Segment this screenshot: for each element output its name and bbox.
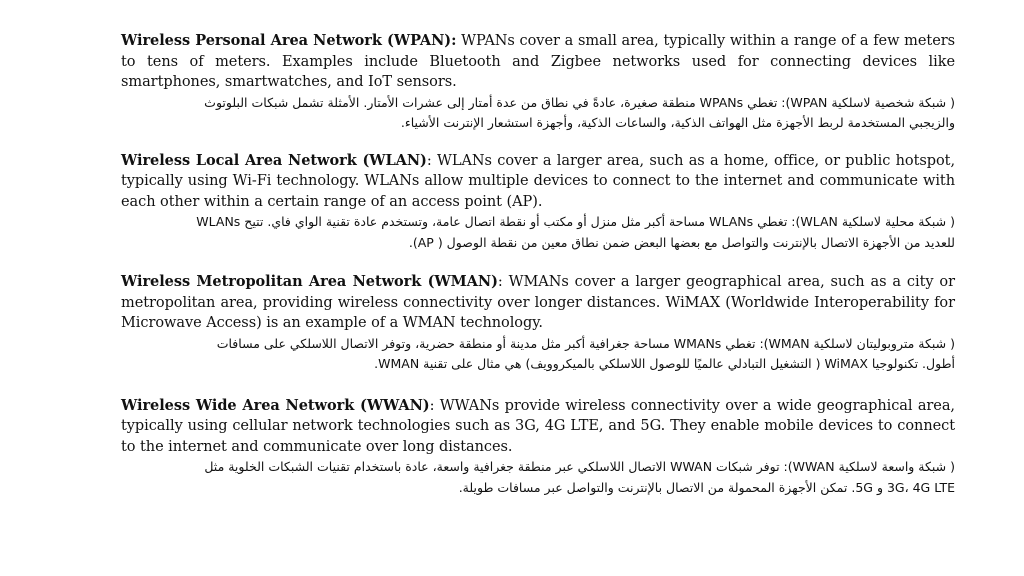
arabic-paragraph [121,457,955,498]
section-wpan [121,31,955,134]
arabic-line: ( شبكة واسعة لاسلكية WWAN): توفر شبكات WWAN الاتصال اللاسلكي عبر منطقة جغرافية واسعة، عادة باستخدام تقنيات الشبكات الخلوية مثل [204,459,955,474]
section-term: Wireless Wide Area Network (WWAN) [121,396,430,414]
english-paragraph [121,31,955,93]
section-wman [121,272,955,375]
arabic-line: ( شبكة محلية لاسلكية WLAN): تغطي WLANs مساحة أكبر مثل منزل أو مكتب أو نقطة اتصال عامة، وتستخدم عادة تقنية الواي فاي. تتيح WLANs [196,214,955,229]
arabic-line: والزيجبي المستخدمة لربط الأجهزة مثل الهواتف الذكية، والساعات الذكية، وأجهزة استشعار الإنترنت الأشياء. [400,115,955,130]
section-term: Wireless Personal Area Network (WPAN): [121,32,457,49]
arabic-line: ( شبكة شخصية لاسلكية WPAN): تغطي WPANs منطقة صغيرة، عادةً في نطاق من عدة أمتار إلى عشرات الأمتار. الأمثلة تشمل شبكات البلوتوث [204,94,955,110]
arabic-line: أطول. تكنولوجيا WiMAX ( التشغيل التبادلي عالميًا للوصول اللاسلكي بالميكروويف) هي مثال على تقنية WMAN. [374,356,955,371]
arabic-paragraph [121,334,955,375]
english-paragraph [121,272,955,334]
section-wwan [121,396,955,499]
english-paragraph [121,396,955,458]
section-term: Wireless Metropolitan Area Network (WMAN) [121,273,498,290]
arabic-line: 3G، 4G LTE و 5G. تمكن الأجهزة المحمولة من الاتصال بالإنترنت والتواصل عبر مسافات طويلة. [458,479,955,495]
section-description: : WMANs cover a larger geographical area, such as a city or metropolitan area, providing wireless connectivity over longer distances. WiMAX (Worldwide Interoperability for Microwave Access) is an example of a WMAN technology. [121,274,955,331]
section-description: WPANs cover a small area, typically within a range of a few meters to tens of meters. Examples include Bluetooth and Zigbee networks used for connecting devices like smartphones, smartwatches, and IoT sensors. [121,33,955,90]
arabic-paragraph [121,93,955,134]
section-description: : WWANs provide wireless connectivity over a wide geographical area, typically using cellular network technologies such as 3G, 4G LTE, and 5G. They enable mobile devices to connect to the internet and communicate over long distances. [121,397,955,455]
arabic-paragraph [121,212,955,253]
section-description: : WLANs cover a larger area, such as a home, office, or public hotspot, typically using Wi-Fi technology. WLANs allow multiple devices to connect to the internet and communicate with each other within a certain range of an access point (AP). [121,152,956,210]
arabic-line: ( شبكة متروبوليتان لاسلكية WMAN): تغطي WMANs مساحة جغرافية أكبر مثل مدينة أو منطقة حضرية، وتوفر الاتصال اللاسلكي على مسافات [216,335,955,351]
section-wlan [121,151,955,254]
slide-content [121,31,955,520]
arabic-line: للعديد من الأجهزة الاتصال بالإنترنت والتواصل مع بعضها البعض ضمن نطاق معين من نقطة الوصول ( AP). [408,234,955,250]
section-term: Wireless Local Area Network (WLAN) [121,151,427,169]
english-paragraph [121,151,955,213]
